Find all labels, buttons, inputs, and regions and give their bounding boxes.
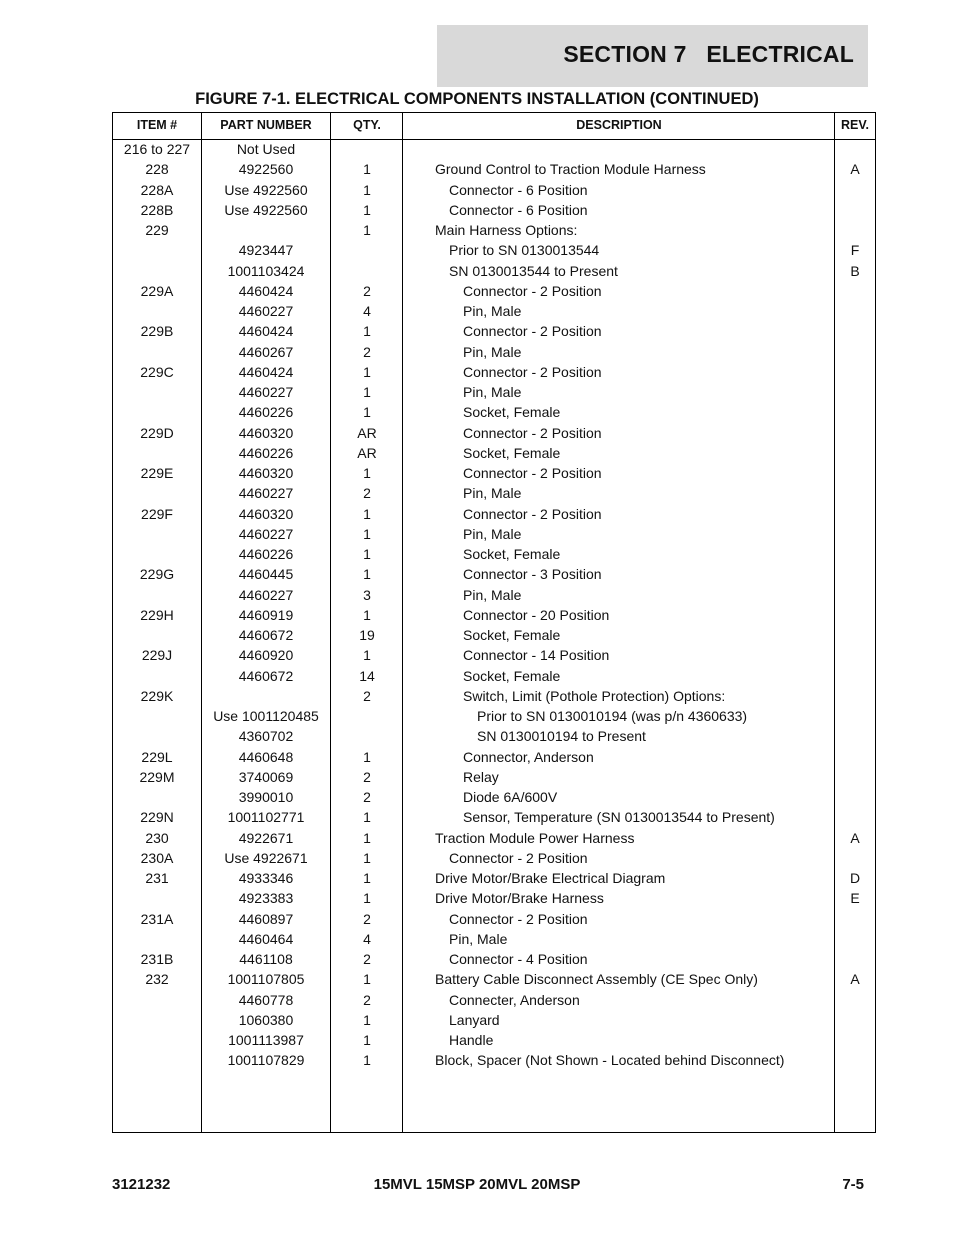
part-number-cell: Not Used	[236, 141, 296, 157]
part-number-cell: Use 4922671	[224, 849, 308, 866]
table-row	[113, 848, 875, 868]
qty-cell: 2	[363, 687, 371, 704]
table-row	[113, 301, 875, 321]
part-number-cell: 4460227	[238, 303, 294, 319]
table-row	[113, 726, 875, 746]
qty-cell: 1	[363, 161, 371, 178]
description-cell: Socket, Female	[463, 546, 561, 562]
part-number-cell: 4460445	[238, 566, 294, 583]
table-row	[113, 220, 875, 240]
table-row	[113, 868, 875, 888]
part-number-cell: 4460424	[238, 363, 294, 380]
table-row	[113, 544, 875, 564]
table-row	[113, 504, 875, 524]
description-cell: Handle	[449, 1032, 494, 1048]
description-cell: Pin, Male	[463, 384, 522, 400]
part-number-cell: 4460648	[238, 748, 294, 765]
part-number-cell: 4460897	[238, 910, 294, 927]
header-rev: REV.	[840, 118, 870, 132]
qty-cell: 4	[363, 930, 371, 947]
item-number-cell: 229D	[140, 424, 174, 441]
item-number-cell: 229E	[140, 465, 174, 481]
description-cell: Traction Module Power Harness	[435, 829, 635, 846]
table-row	[113, 240, 875, 260]
description-cell: Pin, Male	[463, 303, 522, 319]
rev-cell: A	[850, 161, 860, 178]
table-row	[113, 807, 875, 827]
table-row	[113, 463, 875, 483]
description-cell: SN 0130010194 to Present	[477, 728, 646, 745]
qty-cell: 1	[363, 404, 371, 421]
part-number-cell: Use 4922560	[224, 201, 308, 218]
qty-cell: 2	[363, 343, 371, 360]
description-cell: Drive Motor/Brake Harness	[435, 890, 604, 907]
description-cell: Ground Control to Traction Module Harness	[435, 161, 706, 178]
rev-cell: A	[850, 829, 860, 846]
qty-cell: 1	[363, 1032, 371, 1048]
part-number-cell: 4460227	[238, 586, 294, 603]
qty-cell: 14	[359, 667, 375, 684]
qty-cell: 3	[363, 586, 371, 603]
qty-cell: 2	[363, 910, 371, 927]
item-number-cell: 229B	[140, 323, 174, 340]
qty-cell: 1	[363, 647, 371, 664]
item-number-cell: 229	[145, 222, 169, 238]
item-number-cell: 229H	[140, 606, 174, 623]
table-row	[113, 787, 875, 807]
qty-cell: 1	[363, 363, 371, 380]
item-number-cell: 231B	[140, 951, 174, 967]
table-row	[113, 686, 875, 706]
table-row	[113, 261, 875, 281]
section-title: SECTION 7 ELECTRICAL	[563, 41, 854, 67]
item-number-cell: 232	[145, 971, 169, 988]
footer-models: 15MVL 15MSP 20MVL 20MSP	[373, 1176, 581, 1193]
qty-cell: 1	[363, 1011, 371, 1028]
description-cell: Pin, Male	[463, 586, 522, 603]
part-number-cell: 3740069	[238, 768, 294, 785]
qty-cell: 1	[363, 323, 371, 340]
item-number-cell: 231	[145, 870, 169, 886]
footer-doc-number: 3121232	[112, 1176, 171, 1193]
table-row	[113, 423, 875, 443]
description-cell: Switch, Limit (Pothole Protection) Options:	[463, 687, 726, 704]
table-row	[113, 139, 875, 159]
description-cell: Socket, Female	[463, 444, 561, 461]
item-number-cell: 229G	[139, 566, 175, 583]
table-row	[113, 382, 875, 402]
rev-cell: F	[850, 242, 860, 259]
qty-cell: 1	[363, 890, 371, 907]
description-cell: Connector, Anderson	[463, 748, 594, 765]
qty-cell: AR	[357, 444, 377, 461]
parts-table	[112, 112, 876, 1133]
qty-cell: 1	[363, 748, 371, 765]
item-number-cell: 229J	[141, 647, 173, 664]
description-cell: Connector - 2 Position	[449, 849, 588, 866]
table-row	[113, 1010, 875, 1030]
part-number-cell: 4460227	[238, 384, 294, 400]
part-number-cell: 1001113987	[228, 1032, 304, 1048]
qty-cell: 1	[363, 465, 371, 481]
table-row	[113, 969, 875, 989]
description-cell: Drive Motor/Brake Electrical Diagram	[435, 870, 666, 886]
part-number-cell: 4460226	[238, 546, 294, 562]
table-row	[113, 362, 875, 382]
description-cell: Connector - 3 Position	[463, 566, 602, 583]
description-cell: Sensor, Temperature (SN 0130013544 to Present)	[463, 809, 775, 826]
description-cell: Connector - 4 Position	[449, 951, 588, 967]
table-row	[113, 159, 875, 179]
header-description: DESCRIPTION	[576, 118, 662, 132]
description-cell: Pin, Male	[449, 930, 508, 947]
part-number-cell: 4461108	[239, 951, 293, 967]
table-row	[113, 200, 875, 220]
description-cell: Connector - 2 Position	[463, 505, 602, 522]
part-number-cell: 4460778	[238, 991, 294, 1008]
qty-cell: 1	[363, 546, 371, 562]
part-number-cell: 4923447	[238, 242, 294, 259]
header-item: ITEM #	[136, 118, 178, 132]
qty-cell: 1	[363, 829, 371, 846]
part-number-cell: 4460227	[238, 485, 294, 502]
part-number-cell: 4460320	[238, 424, 294, 441]
part-number-cell: 3990010	[238, 789, 294, 805]
item-number-cell: 228B	[140, 201, 174, 218]
rev-cell: E	[850, 890, 860, 907]
part-number-cell: 1001107805	[227, 971, 305, 988]
part-number-cell: 4460320	[238, 505, 294, 522]
item-number-cell: 228	[145, 161, 169, 178]
description-cell: Connector - 2 Position	[449, 910, 588, 927]
table-row	[113, 949, 875, 969]
table-row	[113, 625, 875, 645]
qty-cell: 2	[363, 282, 371, 299]
description-cell: Connector - 2 Position	[463, 363, 602, 380]
table-row	[113, 706, 875, 726]
description-cell: Connector - 2 Position	[463, 465, 602, 481]
table-row	[113, 585, 875, 605]
description-cell: Diode 6A/600V	[463, 789, 558, 805]
qty-cell: 1	[363, 870, 371, 886]
item-number-cell: 228A	[140, 181, 174, 198]
description-cell: Socket, Female	[463, 627, 561, 643]
footer-page-number: 7-5	[842, 1176, 864, 1193]
description-cell: Socket, Female	[463, 667, 561, 684]
item-number-cell: 229M	[139, 768, 175, 785]
description-cell: Prior to SN 0130010194 (was p/n 4360633)	[477, 708, 748, 724]
part-number-cell: 4923383	[238, 890, 294, 907]
description-cell: Block, Spacer (Not Shown - Located behind Disconnect)	[435, 1052, 785, 1069]
qty-cell: AR	[357, 424, 377, 441]
qty-cell: 2	[363, 991, 371, 1008]
description-cell: Connector - 6 Position	[449, 181, 588, 198]
qty-cell: 1	[363, 849, 371, 866]
description-cell: Connector - 14 Position	[463, 647, 610, 664]
part-number-cell: 4460226	[238, 444, 294, 461]
description-cell: Prior to SN 0130013544	[449, 242, 600, 259]
item-number-cell: 229F	[141, 505, 173, 522]
description-cell: Pin, Male	[463, 343, 522, 360]
item-number-cell: 230A	[140, 849, 174, 866]
description-cell: Connector - 2 Position	[463, 323, 602, 340]
part-number-cell: 4460919	[238, 606, 294, 623]
table-row	[113, 524, 875, 544]
description-cell: Connector - 6 Position	[449, 201, 588, 218]
item-number-cell: 229K	[140, 687, 174, 704]
table-row	[113, 402, 875, 422]
qty-cell: 2	[363, 951, 371, 967]
part-number-cell: 4460267	[238, 343, 294, 360]
description-cell: Lanyard	[449, 1011, 500, 1028]
item-number-cell: 216 to 227	[123, 141, 191, 157]
rev-cell: B	[850, 262, 860, 279]
figure-title: FIGURE 7-1. ELECTRICAL COMPONENTS INSTALLATION (CONTINUED)	[195, 90, 759, 108]
part-number-cell: 4933346	[238, 870, 294, 886]
table-row	[113, 321, 875, 341]
qty-cell: 4	[363, 303, 371, 319]
qty-cell: 2	[363, 789, 371, 805]
table-row	[113, 888, 875, 908]
part-number-cell: 4460920	[238, 647, 294, 664]
item-number-cell: 229L	[141, 748, 173, 765]
description-cell: SN 0130013544 to Present	[449, 262, 618, 279]
table-row	[113, 645, 875, 665]
table-row	[113, 767, 875, 787]
header-part-number: PART NUMBER	[220, 118, 312, 132]
qty-cell: 1	[363, 1052, 371, 1069]
qty-cell: 2	[363, 485, 371, 502]
part-number-cell: 4460464	[238, 930, 294, 947]
item-number-cell: 230	[145, 829, 169, 846]
part-number-cell: Use 4922560	[224, 181, 308, 198]
table-row	[113, 564, 875, 584]
part-number-cell: Use 1001120485	[213, 708, 319, 724]
description-cell: Connector - 20 Position	[463, 606, 610, 623]
item-number-cell: 229N	[140, 809, 174, 826]
description-cell: Connector - 2 Position	[463, 282, 602, 299]
table-row	[113, 180, 875, 200]
table-row	[113, 666, 875, 686]
description-cell: Pin, Male	[463, 525, 522, 542]
part-number-cell: 4460226	[238, 404, 294, 421]
item-number-cell: 231A	[140, 910, 174, 927]
description-cell: Connector - 2 Position	[463, 424, 602, 441]
table-row	[113, 483, 875, 503]
table-row	[113, 1030, 875, 1050]
header-qty: QTY.	[353, 118, 381, 132]
qty-cell: 1	[363, 181, 371, 198]
description-cell: Socket, Female	[463, 404, 561, 421]
qty-cell: 2	[363, 768, 371, 785]
qty-cell: 1	[363, 566, 371, 583]
table-row	[113, 929, 875, 949]
part-number-cell: 4460424	[238, 282, 294, 299]
description-cell: Relay	[463, 768, 499, 785]
part-number-cell: 4460424	[238, 323, 294, 340]
part-number-cell: 1001103424	[227, 262, 305, 279]
item-number-cell: 229A	[140, 282, 174, 299]
part-number-cell: 1060380	[238, 1011, 294, 1028]
part-number-cell: 4922560	[238, 161, 294, 178]
qty-cell: 1	[363, 222, 371, 238]
part-number-cell: 1001102771	[227, 809, 305, 826]
table-row	[113, 909, 875, 929]
qty-cell: 1	[363, 505, 371, 522]
qty-cell: 1	[363, 201, 371, 218]
table-row	[113, 747, 875, 767]
table-row	[113, 1050, 875, 1070]
part-number-cell: 4460227	[238, 525, 294, 542]
part-number-cell: 4460672	[238, 667, 294, 684]
part-number-cell: 4460672	[238, 627, 294, 643]
table-row	[113, 281, 875, 301]
part-number-cell: 4922671	[238, 829, 294, 846]
table-row	[113, 443, 875, 463]
qty-cell: 1	[363, 971, 371, 988]
description-cell: Pin, Male	[463, 485, 522, 502]
table-row	[113, 828, 875, 848]
part-number-cell: 4360702	[238, 728, 294, 745]
part-number-cell: 4460320	[238, 465, 294, 481]
part-number-cell: 1001107829	[227, 1052, 305, 1069]
qty-cell: 19	[359, 627, 375, 643]
description-cell: Battery Cable Disconnect Assembly (CE Spec Only)	[435, 971, 758, 988]
qty-cell: 1	[363, 384, 371, 400]
qty-cell: 1	[363, 525, 371, 542]
table-row	[113, 342, 875, 362]
rev-cell: D	[849, 870, 861, 886]
section-header	[437, 25, 868, 87]
table-row	[113, 990, 875, 1010]
qty-cell: 1	[363, 809, 371, 826]
qty-cell: 1	[363, 606, 371, 623]
description-cell: Connecter, Anderson	[449, 991, 580, 1008]
item-number-cell: 229C	[140, 363, 174, 380]
rev-cell: A	[850, 971, 860, 988]
description-cell: Main Harness Options:	[435, 222, 578, 238]
table-row	[113, 605, 875, 625]
